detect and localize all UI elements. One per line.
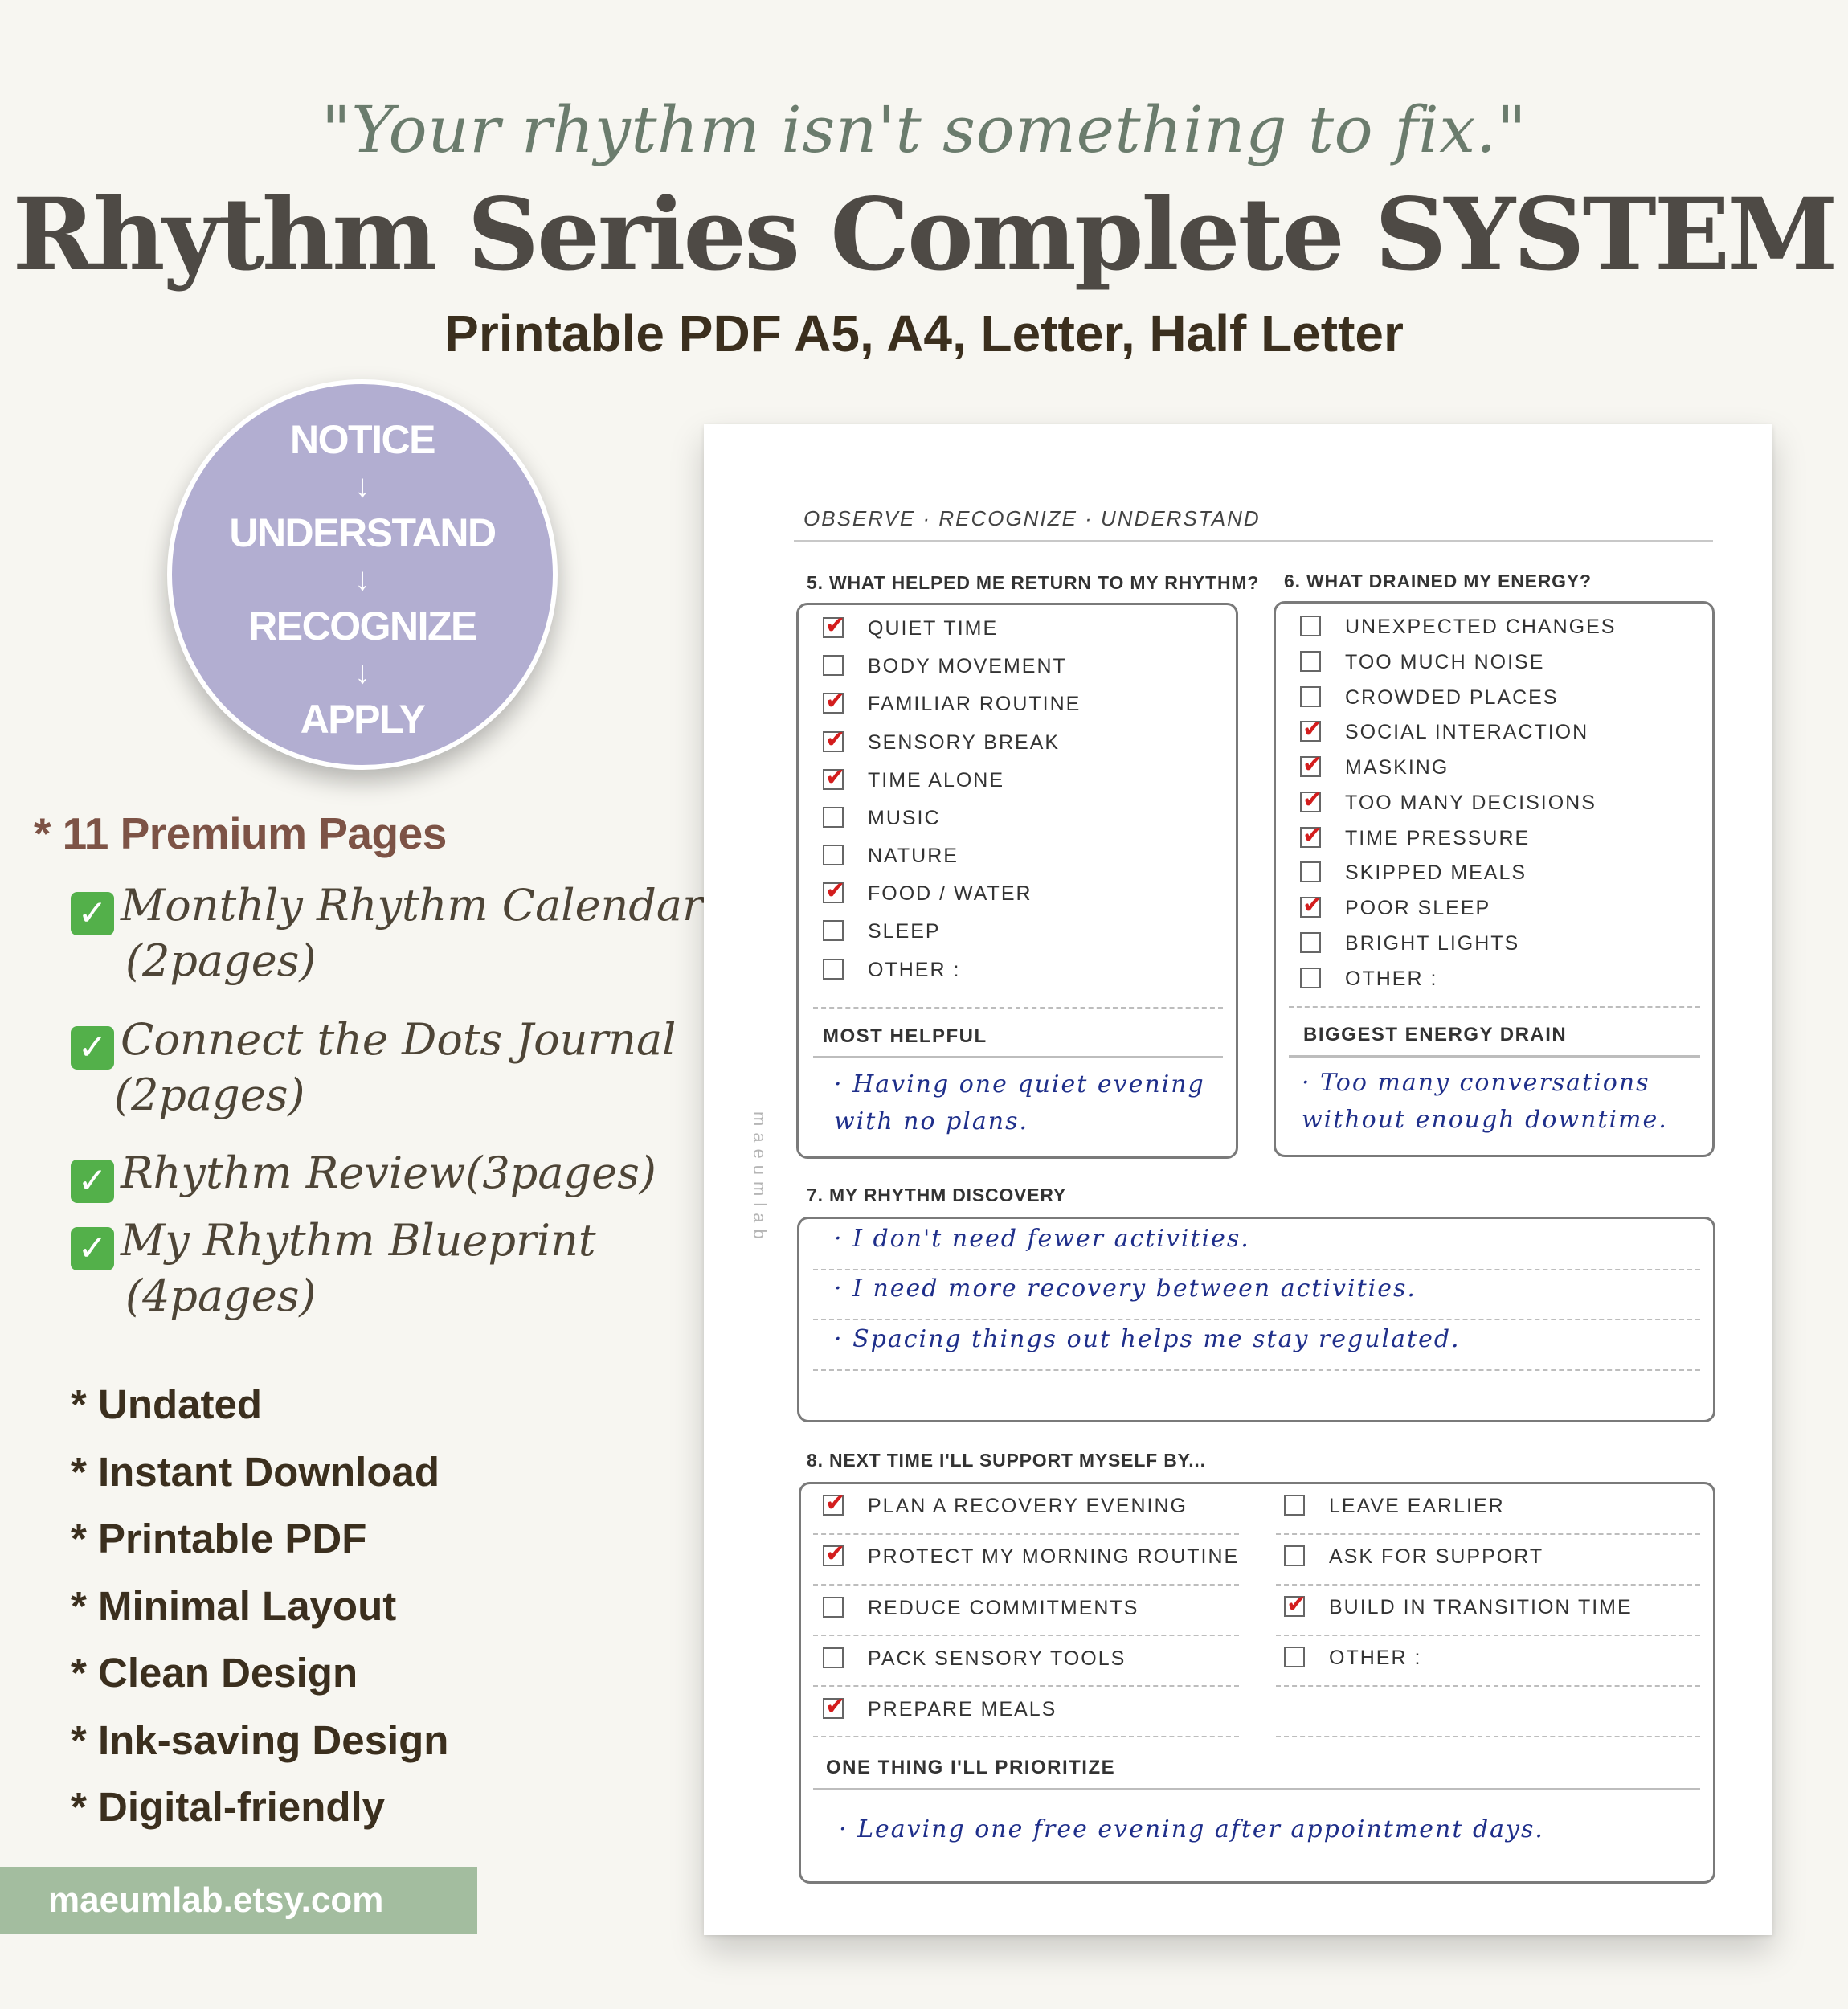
checkmark-icon: ✓: [71, 892, 114, 935]
summary-label: ONE THING I'LL PRIORITIZE: [826, 1757, 1116, 1778]
checklist-item[interactable]: LEAVE EARLIER: [1284, 1495, 1505, 1518]
handwritten-answer[interactable]: · Too many conversations: [1302, 1069, 1650, 1097]
product-title: Rhythm Series Complete SYSTEM: [12, 177, 1836, 293]
checklist-item[interactable]: ✔MASKING: [1300, 756, 1449, 779]
checkbox[interactable]: [1284, 1647, 1305, 1667]
step-apply: APPLY: [300, 697, 425, 742]
checkbox-checked[interactable]: [823, 1495, 844, 1516]
checklist-item[interactable]: OTHER :: [1284, 1647, 1421, 1670]
checkmark-icon: ✓: [71, 1160, 114, 1203]
checkbox[interactable]: [823, 959, 844, 980]
watermark: maeumlab: [750, 1111, 770, 1246]
section-6-title: 6. WHAT DRAINED MY ENERGY?: [1284, 571, 1592, 591]
checkbox[interactable]: [823, 1597, 844, 1618]
checkbox-checked[interactable]: [823, 1545, 844, 1566]
dashed-divider: [813, 1269, 1700, 1270]
checklist-item[interactable]: ✔FAMILIAR ROUTINE: [823, 693, 1081, 716]
page-item-name: My Rhythm Blueprint: [121, 1215, 596, 1266]
checkbox[interactable]: [823, 845, 844, 865]
feature-digital-friendly: * Digital-friendly: [71, 1784, 386, 1830]
divider: [1289, 1055, 1700, 1058]
handwritten-answer[interactable]: · Spacing things out helps me stay regulated.: [834, 1325, 1461, 1353]
checklist-item[interactable]: CROWDED PLACES: [1300, 686, 1559, 710]
divider: [813, 1056, 1223, 1058]
arrow-down-icon: ↓: [354, 468, 370, 504]
dashed-divider: [813, 1007, 1223, 1009]
dashed-divider: [813, 1369, 1700, 1371]
page-item-journal: [71, 1014, 676, 1120]
handwritten-answer[interactable]: · Leaving one free evening after appointment days.: [839, 1815, 1544, 1843]
dashed-divider: [1289, 1006, 1700, 1008]
page-item-review: [71, 1148, 656, 1203]
divider: [813, 1788, 1700, 1790]
checkbox-checked[interactable]: [1300, 827, 1321, 848]
checkbox-checked[interactable]: [823, 882, 844, 903]
checklist-item[interactable]: ✔PLAN A RECOVERY EVENING: [823, 1495, 1188, 1518]
checkbox[interactable]: [1300, 932, 1321, 953]
checkbox-checked[interactable]: [1300, 721, 1321, 742]
page-item-name: Connect the Dots Journal: [121, 1014, 677, 1065]
etsy-shop-link[interactable]: maeumlab.etsy.com: [0, 1867, 477, 1934]
handwritten-answer[interactable]: without enough downtime.: [1302, 1106, 1668, 1134]
checkbox-checked[interactable]: [1300, 792, 1321, 812]
checklist-item[interactable]: BRIGHT LIGHTS: [1300, 932, 1519, 955]
dashed-divider: [1276, 1533, 1700, 1535]
checklist-item[interactable]: TOO MUCH NOISE: [1300, 651, 1544, 674]
page-item-blueprint: [71, 1215, 596, 1321]
checkbox-checked[interactable]: [1300, 897, 1321, 918]
step-notice: NOTICE: [290, 417, 435, 462]
checklist-item[interactable]: ✔SENSORY BREAK: [823, 731, 1060, 755]
handwritten-answer[interactable]: · I don't need fewer activities.: [834, 1225, 1250, 1253]
section-7-title: 7. MY RHYTHM DISCOVERY: [807, 1185, 1067, 1205]
checkbox[interactable]: [823, 920, 844, 941]
checklist-item[interactable]: UNEXPECTED CHANGES: [1300, 616, 1616, 639]
premium-pages-heading: * 11 Premium Pages: [34, 808, 447, 858]
section-8-title: 8. NEXT TIME I'LL SUPPORT MYSELF BY...: [807, 1450, 1206, 1471]
checklist-item[interactable]: SKIPPED MEALS: [1300, 861, 1527, 885]
checkbox-checked[interactable]: [823, 693, 844, 714]
checklist-item[interactable]: PACK SENSORY TOOLS: [823, 1647, 1126, 1671]
checklist-item[interactable]: NATURE: [823, 845, 959, 868]
feature-printable-pdf: * Printable PDF: [71, 1516, 367, 1561]
checklist-item[interactable]: BODY MOVEMENT: [823, 655, 1067, 678]
dashed-divider: [813, 1685, 1239, 1687]
feature-undated: * Undated: [71, 1381, 263, 1427]
checkbox[interactable]: [823, 807, 844, 828]
dashed-divider: [813, 1584, 1239, 1586]
handwritten-answer[interactable]: with no plans.: [834, 1107, 1029, 1135]
feature-instant-download: * Instant Download: [71, 1449, 440, 1495]
summary-label: MOST HELPFUL: [823, 1025, 987, 1047]
step-understand: UNDERSTAND: [229, 510, 496, 555]
dashed-divider: [1276, 1584, 1700, 1586]
checkbox-checked[interactable]: [823, 617, 844, 638]
checkbox[interactable]: [1284, 1495, 1305, 1516]
checklist-item[interactable]: ✔QUIET TIME: [823, 617, 998, 640]
checkbox[interactable]: [823, 1647, 844, 1668]
tagline-quote: "Your rhythm isn't something to fix.": [321, 92, 1527, 167]
dashed-divider: [813, 1736, 1239, 1737]
checklist-item[interactable]: ✔POOR SLEEP: [1300, 897, 1490, 920]
arrow-down-icon: ↓: [354, 655, 370, 690]
page-item-name: Monthly Rhythm Calendar: [121, 880, 703, 931]
feature-clean-design: * Clean Design: [71, 1650, 358, 1696]
feature-ink-saving: * Ink-saving Design: [71, 1717, 449, 1763]
summary-label: BIGGEST ENERGY DRAIN: [1303, 1024, 1568, 1045]
checkbox[interactable]: [1300, 861, 1321, 882]
checklist-item[interactable]: ✔TOO MANY DECISIONS: [1300, 792, 1597, 815]
checklist-item[interactable]: ✔SOCIAL INTERACTION: [1300, 721, 1588, 744]
checkbox[interactable]: [1300, 651, 1321, 672]
checkmark-icon: ✓: [71, 1026, 114, 1070]
dashed-divider: [813, 1319, 1700, 1320]
page-item-count: (4pages): [125, 1270, 317, 1321]
product-subtitle: Printable PDF A5, A4, Letter, Half Letter: [444, 305, 1404, 362]
checklist-item[interactable]: OTHER :: [823, 959, 960, 982]
checkbox-checked[interactable]: [823, 1698, 844, 1719]
worksheet-header: OBSERVE · RECOGNIZE · UNDERSTAND: [803, 506, 1261, 530]
checkbox-checked[interactable]: [1284, 1596, 1305, 1617]
checkbox-checked[interactable]: [823, 731, 844, 752]
process-circle-badge: [167, 379, 558, 770]
checkbox[interactable]: [1284, 1545, 1305, 1566]
checkbox[interactable]: [823, 655, 844, 676]
checklist-item[interactable]: ASK FOR SUPPORT: [1284, 1545, 1543, 1569]
step-recognize: RECOGNIZE: [248, 604, 476, 649]
checklist-item[interactable]: ✔TIME ALONE: [823, 769, 1004, 792]
feature-minimal-layout: * Minimal Layout: [71, 1583, 397, 1629]
worksheet-page: [704, 424, 1772, 1935]
section-5-title: 5. WHAT HELPED ME RETURN TO MY RHYTHM?: [807, 572, 1260, 593]
checklist-item[interactable]: REDUCE COMMITMENTS: [823, 1597, 1139, 1620]
checkbox[interactable]: [1300, 968, 1321, 988]
page-item-count: (2pages): [125, 935, 317, 986]
handwritten-answer[interactable]: · I need more recovery between activities.: [834, 1275, 1417, 1303]
page-item-calendar: [71, 880, 703, 986]
page-item-count: (2pages): [114, 1070, 305, 1120]
checklist-item[interactable]: ✔PREPARE MEALS: [823, 1698, 1057, 1721]
checkmark-icon: ✓: [71, 1227, 114, 1270]
checklist-item[interactable]: ✔BUILD IN TRANSITION TIME: [1284, 1596, 1633, 1619]
checkbox[interactable]: [1300, 616, 1321, 636]
divider: [794, 540, 1713, 542]
checklist-item[interactable]: MUSIC: [823, 807, 941, 830]
dashed-divider: [813, 1635, 1239, 1636]
checklist-item[interactable]: ✔PROTECT MY MORNING ROUTINE: [823, 1545, 1239, 1569]
checkbox-checked[interactable]: [1300, 756, 1321, 777]
dashed-divider: [813, 1533, 1239, 1535]
checklist-item[interactable]: ✔TIME PRESSURE: [1300, 827, 1530, 850]
checklist-item[interactable]: OTHER :: [1300, 968, 1437, 991]
checklist-item[interactable]: SLEEP: [823, 920, 941, 943]
checklist-item[interactable]: ✔FOOD / WATER: [823, 882, 1032, 906]
dashed-divider: [1276, 1635, 1700, 1636]
dashed-divider: [1276, 1736, 1700, 1737]
handwritten-answer[interactable]: · Having one quiet evening: [834, 1070, 1205, 1099]
checkbox-checked[interactable]: [823, 769, 844, 790]
arrow-down-icon: ↓: [354, 562, 370, 597]
checkbox[interactable]: [1300, 686, 1321, 707]
page-item-name: Rhythm Review(3pages): [121, 1148, 656, 1198]
dashed-divider: [1276, 1685, 1700, 1687]
